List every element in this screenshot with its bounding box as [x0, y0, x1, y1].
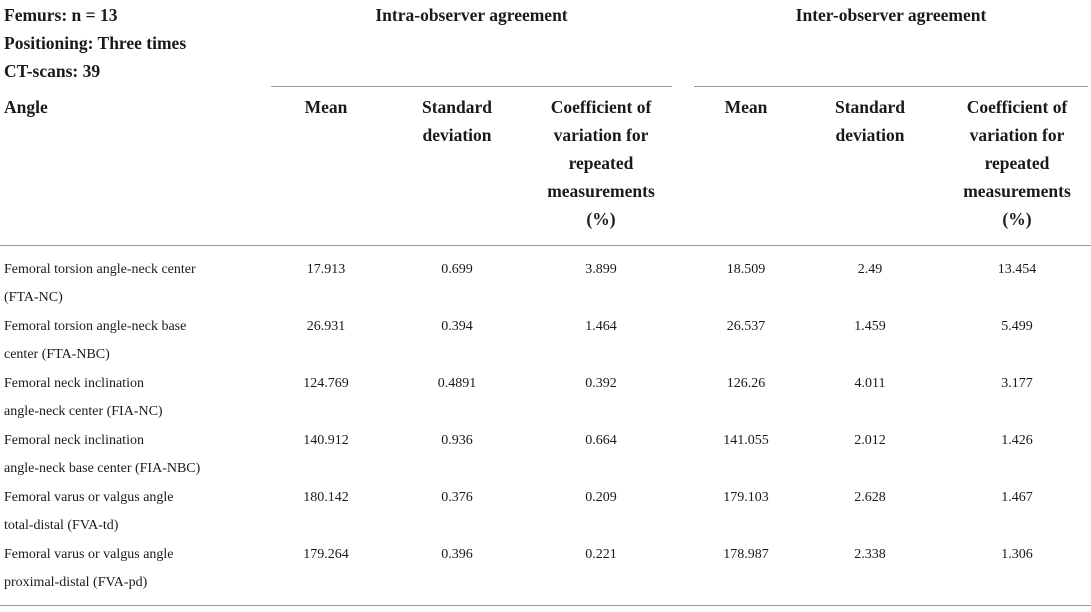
- bottom-rule: [0, 605, 1091, 606]
- cell-inter-mean: 179.103: [723, 490, 769, 505]
- row-label: [4, 370, 264, 426]
- table-row: [0, 370, 1091, 426]
- table-row: [0, 427, 1091, 483]
- cell-inter-cv: 1.426: [1001, 433, 1033, 448]
- cell-inter-mean: 26.537: [726, 319, 766, 334]
- cell-intra-cv: 0.209: [585, 490, 617, 505]
- cell-inter-mean: 18.509: [726, 262, 766, 277]
- table-row: [0, 313, 1091, 369]
- cell-intra-sd: 0.699: [441, 262, 473, 277]
- cell-intra-cv: 1.464: [585, 319, 617, 334]
- header-text: (%): [586, 209, 616, 229]
- meta-positioning: Positioning: Three times: [4, 33, 187, 53]
- header-text: Standard: [421, 97, 493, 117]
- row-label-line: (FTA-NC): [4, 290, 63, 305]
- cell-inter-sd: 2.49: [857, 262, 883, 277]
- cell-inter-cv: 1.467: [1001, 490, 1033, 505]
- header-inter-sd: [800, 93, 940, 149]
- cell-inter-sd: 2.012: [854, 433, 886, 448]
- header-inter-mean: [696, 93, 796, 121]
- row-label-line: angle-neck center (FIA-NC): [4, 404, 163, 419]
- cell-intra-cv: 0.664: [585, 433, 617, 448]
- header-text: variation for: [969, 125, 1065, 145]
- header-text: measurements: [963, 181, 1071, 201]
- header-text: Mean: [304, 97, 348, 117]
- header-intra-cv: [520, 93, 682, 233]
- table-row: [0, 484, 1091, 540]
- cell-intra-sd: 0.396: [441, 547, 473, 562]
- header-text: deviation: [835, 125, 905, 145]
- header-text: deviation: [422, 125, 492, 145]
- cell-intra-cv: 0.221: [585, 547, 617, 562]
- header-text: Coefficient of: [550, 97, 652, 117]
- group-divider-inter: [694, 86, 1088, 87]
- row-label: [4, 427, 264, 483]
- row-label: [4, 313, 264, 369]
- cell-intra-mean: 17.913: [306, 262, 346, 277]
- header-intra-mean: [276, 93, 376, 121]
- cell-inter-sd: 4.011: [854, 376, 886, 391]
- cell-inter-sd: 2.628: [854, 490, 886, 505]
- row-label: [4, 541, 264, 597]
- header-text: Mean: [724, 97, 768, 117]
- cell-inter-sd: 1.459: [854, 319, 886, 334]
- table-row: [0, 256, 1091, 312]
- meta-ct-scans: CT-scans: 39: [4, 61, 101, 81]
- row-label-line: Femoral torsion angle-neck center: [4, 262, 196, 277]
- table-meta: [4, 1, 186, 85]
- cell-inter-mean: 141.055: [723, 433, 769, 448]
- cell-intra-sd: 0.936: [441, 433, 473, 448]
- header-text: repeated: [984, 153, 1050, 173]
- group-header-intra: Intra-observer agreement: [375, 5, 568, 25]
- row-label-line: total-distal (FVA-td): [4, 518, 119, 533]
- header-text: Coefficient of: [966, 97, 1068, 117]
- row-label-line: proximal-distal (FVA-pd): [4, 575, 148, 590]
- cell-inter-cv: 5.499: [1001, 319, 1033, 334]
- table-row: [0, 541, 1091, 597]
- row-label: [4, 256, 264, 312]
- meta-femurs: Femurs: n = 13: [4, 5, 118, 25]
- cell-inter-cv: 3.177: [1001, 376, 1033, 391]
- row-label-line: Femoral torsion angle-neck base: [4, 319, 187, 334]
- row-label-line: Femoral varus or valgus angle: [4, 547, 174, 562]
- header-text: measurements: [547, 181, 655, 201]
- cell-intra-mean: 180.142: [303, 490, 349, 505]
- cell-inter-sd: 2.338: [854, 547, 886, 562]
- cell-inter-cv: 1.306: [1001, 547, 1033, 562]
- row-label-line: Femoral varus or valgus angle: [4, 490, 174, 505]
- cell-inter-mean: 178.987: [723, 547, 769, 562]
- row-label: [4, 484, 264, 540]
- header-inter-cv: [943, 93, 1091, 233]
- cell-intra-mean: 26.931: [306, 319, 346, 334]
- header-text: repeated: [568, 153, 634, 173]
- header-intra-sd: [387, 93, 527, 149]
- cell-intra-cv: 3.899: [585, 262, 617, 277]
- cell-intra-sd: 0.394: [441, 319, 473, 334]
- cell-intra-mean: 124.769: [303, 376, 349, 391]
- header-text: Standard: [834, 97, 906, 117]
- cell-intra-sd: 0.4891: [437, 376, 477, 391]
- header-text: (%): [1002, 209, 1032, 229]
- header-text: variation for: [553, 125, 649, 145]
- row-label-line: angle-neck base center (FIA-NBC): [4, 461, 201, 476]
- cell-intra-sd: 0.376: [441, 490, 473, 505]
- group-header-inter: Inter-observer agreement: [795, 5, 987, 25]
- row-label-line: Femoral neck inclination: [4, 433, 144, 448]
- row-label-line: Femoral neck inclination: [4, 376, 144, 391]
- cell-intra-cv: 0.392: [585, 376, 617, 391]
- row-label-line: center (FTA-NBC): [4, 347, 110, 362]
- cell-intra-mean: 179.264: [303, 547, 349, 562]
- group-divider-intra: [271, 86, 672, 87]
- header-divider: [0, 245, 1091, 246]
- cell-inter-cv: 13.454: [997, 262, 1037, 277]
- angle-column-header: Angle: [4, 97, 48, 117]
- cell-inter-mean: 126.26: [726, 376, 766, 391]
- cell-intra-mean: 140.912: [303, 433, 349, 448]
